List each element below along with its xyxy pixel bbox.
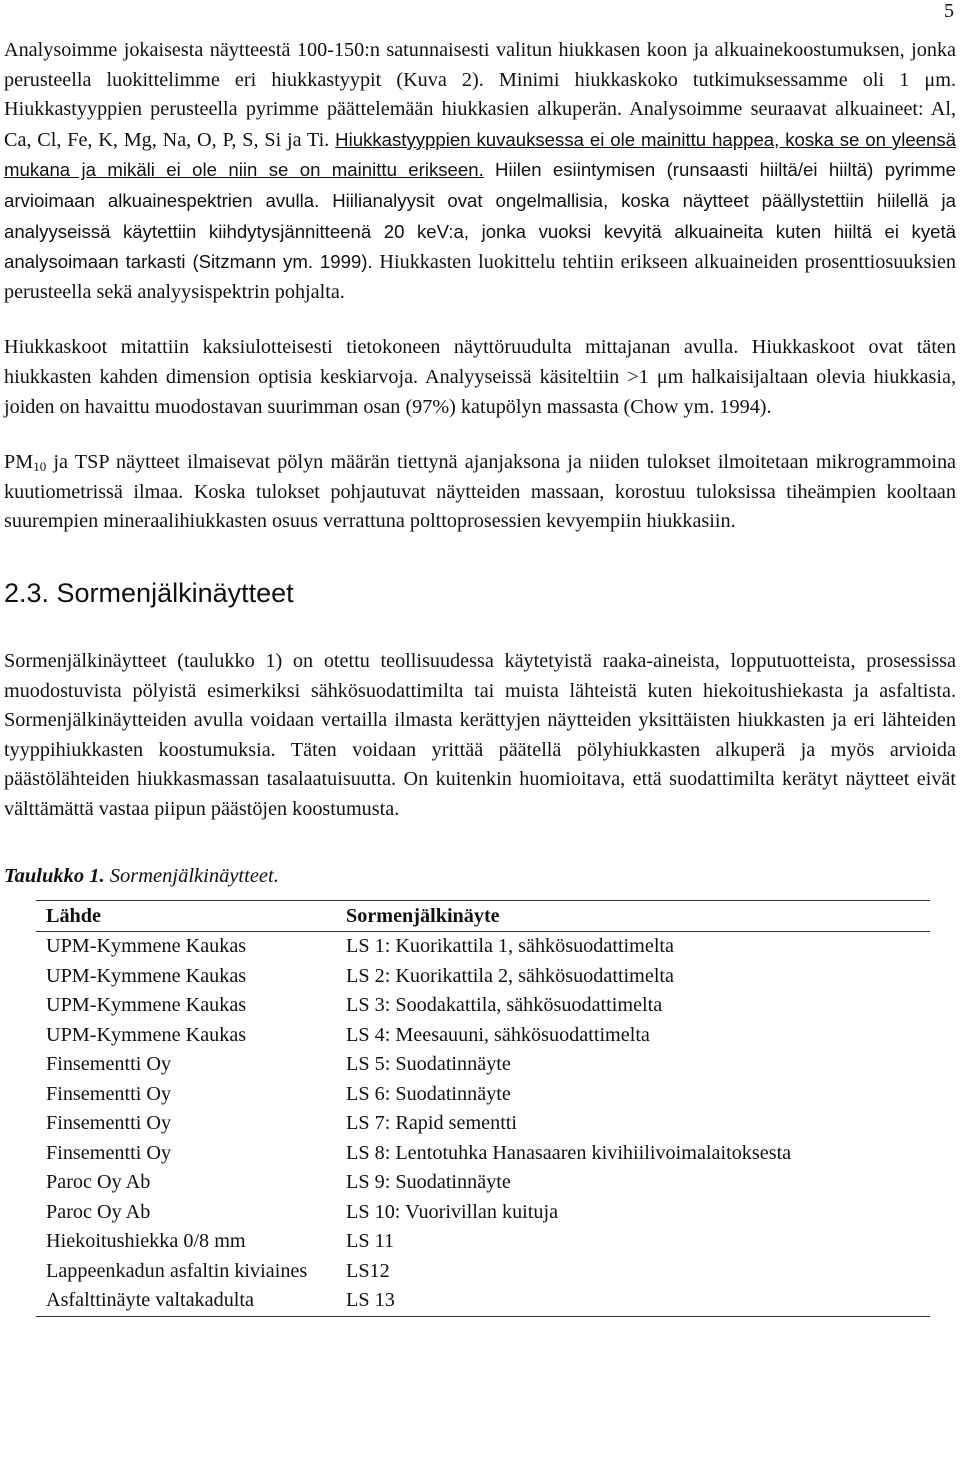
cell-sample: LS 1: Kuorikattila 1, sähkösuodattimelta [346, 935, 674, 958]
section-heading: 2.3. Sormenjälkinäytteet [4, 577, 294, 608]
table-row [36, 1109, 930, 1139]
paragraph-fingerprint-samples: Sormenjälkinäytteet (taulukko 1) on otettu teollisuudessa käytetyistä raaka-aineista, lopputuotteista, prosessissa muodostuvista pölyistä esimerkiksi sähkösuodattimilta tai muista lähteistä kuten hiekoitushiekasta ja asfaltista. Sormenjälkinäytteiden avulla voidaan vertailla ilmasta kerättyjen näytteiden yksittäisten hiukkasten ja eri lähteiden tyyppihiukkasten koostumuksia. Täten voidaan yrittää päätellä pölyhiukkasten alkuperä ja myös arvioida päästölähteiden hiukkasmassan tasalaatuisuutta. On kuitenkin huomioitava, että suodattimilta kerätyt näytteet eivät välttämättä vastaa piipun päästöjen koostumusta. [4, 649, 956, 820]
column-header-sample: Sormenjälkinäyte [336, 901, 930, 932]
cell-source: Hiekoitushiekka 0/8 mm [46, 1230, 246, 1253]
table-caption-text: Sormenjälkinäytteet. [104, 865, 279, 888]
paragraph-analysis-method [4, 36, 956, 307]
table-header-row [36, 901, 930, 932]
cell-sample: LS 5: Suodatinnäyte [346, 1053, 511, 1076]
table-row [36, 1168, 930, 1198]
paragraph-particle-size: Hiukkaskoot mitattiin kaksiulotteisesti tietokoneen näyttöruudulta mittajanan avulla. Hiukkaskoot ovat täten hiukkasten kahden dimension optisia keskiarvoja. Analyyseissä käsiteltiin >1 μm halkaisijaltaan olevia hiukkasia, joiden on havaittu muodostavan suurimman osan (97%) katupölyn massasta (Chow ym. 1994). [4, 336, 956, 418]
table-row [36, 1139, 930, 1169]
table-caption [4, 862, 956, 890]
cell-source: Asfalttinäyte valtakadulta [36, 1286, 336, 1316]
cell-source: Lappeenkadun asfaltin kiviaines [46, 1259, 308, 1282]
cell-source: Paroc Oy Ab [46, 1200, 151, 1223]
cell-sample: LS 10: Vuorivillan kuituja [346, 1200, 559, 1223]
cell-sample: LS 3: Soodakattila, sähkösuodattimelta [346, 994, 663, 1017]
cell-source: Finsementti Oy [46, 1053, 172, 1076]
table-row [36, 1021, 930, 1051]
paragraph-pm10 [4, 448, 956, 537]
paragraph-text-underlined: Hiukkastyyppien kuvauksessa ei ole mainittu happea, koska se on yleensä mukana ja mikäli ei ole niin se on mainittu erikseen. [4, 128, 957, 181]
table-row [36, 1198, 930, 1228]
pm-subscript: 10 [33, 459, 47, 475]
cell-sample: LS 6: Suodatinnäyte [346, 1082, 511, 1105]
pm-label: PM [4, 451, 34, 474]
paragraph-text: Hiukkasten luokittelu tehtiin erikseen alkuaineiden prosenttiosuuksien perusteella sekä analyysispektrin pohjalta. [4, 251, 956, 303]
cell-source: Finsementti Oy [46, 1112, 172, 1135]
cell-source: Paroc Oy Ab [46, 1171, 151, 1194]
cell-source: UPM-Kymmene Kaukas [46, 935, 247, 958]
table-row [36, 1227, 930, 1257]
fingerprint-table [36, 900, 930, 1317]
cell-source: UPM-Kymmene Kaukas [46, 1023, 247, 1046]
paragraph-text-sans: Hiilen esiintymisen (runsaasti hiiltä/ei hiiltä) pyrimme arvioimaan alkuainespektrien avulla. Hiilianalyysit ovat ongelmallisia, koska näytteet päällystettiin hiilellä ja analyyseissä käytettiin kiihdytysjännitteenä 20 keV:a, jonka vuoksi kevyitä alkuaineita kuten hiiltä ei kyetä analysoimaan tarkasti (Sitzmann ym. 1999). [4, 159, 957, 273]
cell-sample: LS 8: Lentotuhka Hanasaaren kivihiilivoimalaitoksesta [346, 1141, 792, 1164]
cell-sample: LS 11 [346, 1230, 395, 1253]
cell-sample: LS 13 [336, 1286, 930, 1316]
table-caption-label: Taulukko 1. [4, 865, 105, 888]
table-row [36, 962, 930, 992]
table-row [36, 1080, 930, 1110]
cell-source: Finsementti Oy [46, 1141, 172, 1164]
cell-sample: LS 9: Suodatinnäyte [346, 1171, 511, 1194]
cell-sample: LS 7: Rapid sementti [346, 1112, 518, 1135]
cell-source: Finsementti Oy [46, 1082, 172, 1105]
table-row [36, 1286, 930, 1316]
table-row [36, 1050, 930, 1080]
page-number: 5 [944, 0, 954, 22]
cell-sample: LS12 [346, 1259, 390, 1282]
document-body [4, 36, 956, 1317]
cell-source: UPM-Kymmene Kaukas [46, 964, 247, 987]
cell-sample: LS 2: Kuorikattila 2, sähkösuodattimelta [346, 964, 674, 987]
cell-sample: LS 4: Meesauuni, sähkösuodattimelta [346, 1023, 650, 1046]
table-row [36, 1257, 930, 1287]
paragraph-text: Analysoimme jokaisesta näytteestä 100-150:n satunnaisesti valitun hiukkasen koon ja alkuainekoostumuksen, jonka perusteella luokittelimme eri hiukkastyypit (Kuva 2). Minimi hiukkaskoko tutkimuksessamme oli 1 μm. Hiukkastyyppien perusteella pyrimme päättelemään hiukkasien alkuperän. Analysoimme seuraavat alkuaineet: Al, Ca, Cl, Fe, K, Mg, Na, O, P, S, Si ja Ti. [4, 39, 956, 151]
table-row [36, 932, 930, 962]
paragraph-text: ja TSP näytteet ilmaisevat pölyn määrän tiettynä ajanjaksona ja niiden tulokset ilmoitetaan mikrogrammoina kuutiometrissä ilmaa. Koska tulokset pohjautuvat näytteiden massaan, korostuu tuloksissa tiheämpien kooltaan suurempien mineraalihiukkasten osuus verrattuna polttoprosessien kevyempiin hiukkasiin. [4, 451, 956, 533]
column-header-source: Lähde [36, 901, 336, 932]
cell-source: UPM-Kymmene Kaukas [46, 994, 247, 1017]
table-row [36, 991, 930, 1021]
